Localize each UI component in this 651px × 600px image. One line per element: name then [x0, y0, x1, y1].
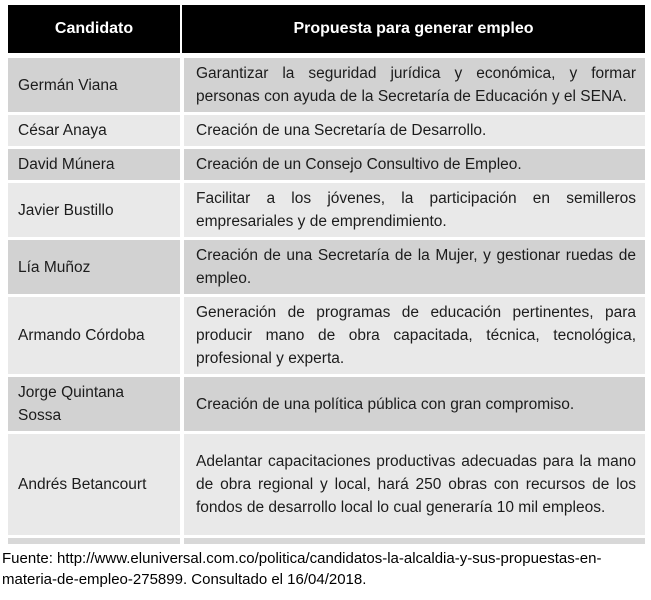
- source-citation: Fuente: http://www.eluniversal.com.co/politica/candidatos-la-alcaldia-y-sus-propuestas-en-materia-de-empleo-275899. Consultado el 16/04/2018.: [2, 550, 602, 588]
- proposal-cell: Creación de una Secretaría de la Mujer, y gestionar ruedas de empleo.: [180, 240, 645, 297]
- table-row: [8, 183, 645, 240]
- proposal-cell: Creación de un Consejo Consultivo de Empleo.: [180, 149, 645, 183]
- proposal-cell: Adelantar capacitaciones productivas adecuadas para la mano de obra regional y local, hará 250 obras con recursos de los fondos de desarrollo local lo cual generaría 10 mil empleos.: [180, 434, 645, 538]
- proposal-cell: Generación de programas de educación pertinentes, para producir mano de obra capacitada, técnica, tecnológica, profesional y experta.: [180, 297, 645, 377]
- candidate-name-cell: Lía Muñoz: [8, 240, 180, 297]
- proposal-cell: Garantizar la seguridad jurídica y económica, y formar personas con ayuda de la Secretaría de Educación y el SENA.: [180, 58, 645, 115]
- table-row: [8, 377, 645, 434]
- table-row: [8, 434, 645, 538]
- table-row: [8, 240, 645, 297]
- proposal-cell: Creación de una política pública con gran compromiso.: [180, 377, 645, 434]
- table-row: [8, 115, 645, 149]
- candidate-name-cell: César Anaya: [8, 115, 180, 149]
- candidate-name-cell: Javier Bustillo: [8, 183, 180, 240]
- candidate-name-cell: Jorge Quintana Sossa: [8, 377, 180, 434]
- candidates-table: [8, 5, 645, 538]
- table-row: [8, 297, 645, 377]
- proposal-cell: Facilitar a los jóvenes, la participación en semilleros empresariales y de emprendimiento.: [180, 183, 645, 240]
- table-row: [8, 149, 645, 183]
- table-header: [8, 5, 645, 58]
- table-bottom-strip: [8, 538, 645, 544]
- column-header-propuesta: Propuesta para generar empleo: [180, 5, 645, 58]
- candidate-name-cell: Armando Córdoba: [8, 297, 180, 377]
- table-row: [8, 58, 645, 115]
- column-header-candidato: Candidato: [8, 5, 180, 58]
- candidate-name-cell: Andrés Betancourt: [8, 434, 180, 538]
- header-row: [8, 5, 645, 58]
- table-body: [8, 58, 645, 538]
- table-bottom-strip-right: [184, 538, 645, 544]
- candidate-name-cell: Germán Viana: [8, 58, 180, 115]
- proposal-cell: Creación de una Secretaría de Desarrollo.: [180, 115, 645, 149]
- candidate-name-cell: David Múnera: [8, 149, 180, 183]
- table-bottom-strip-left: [8, 538, 180, 544]
